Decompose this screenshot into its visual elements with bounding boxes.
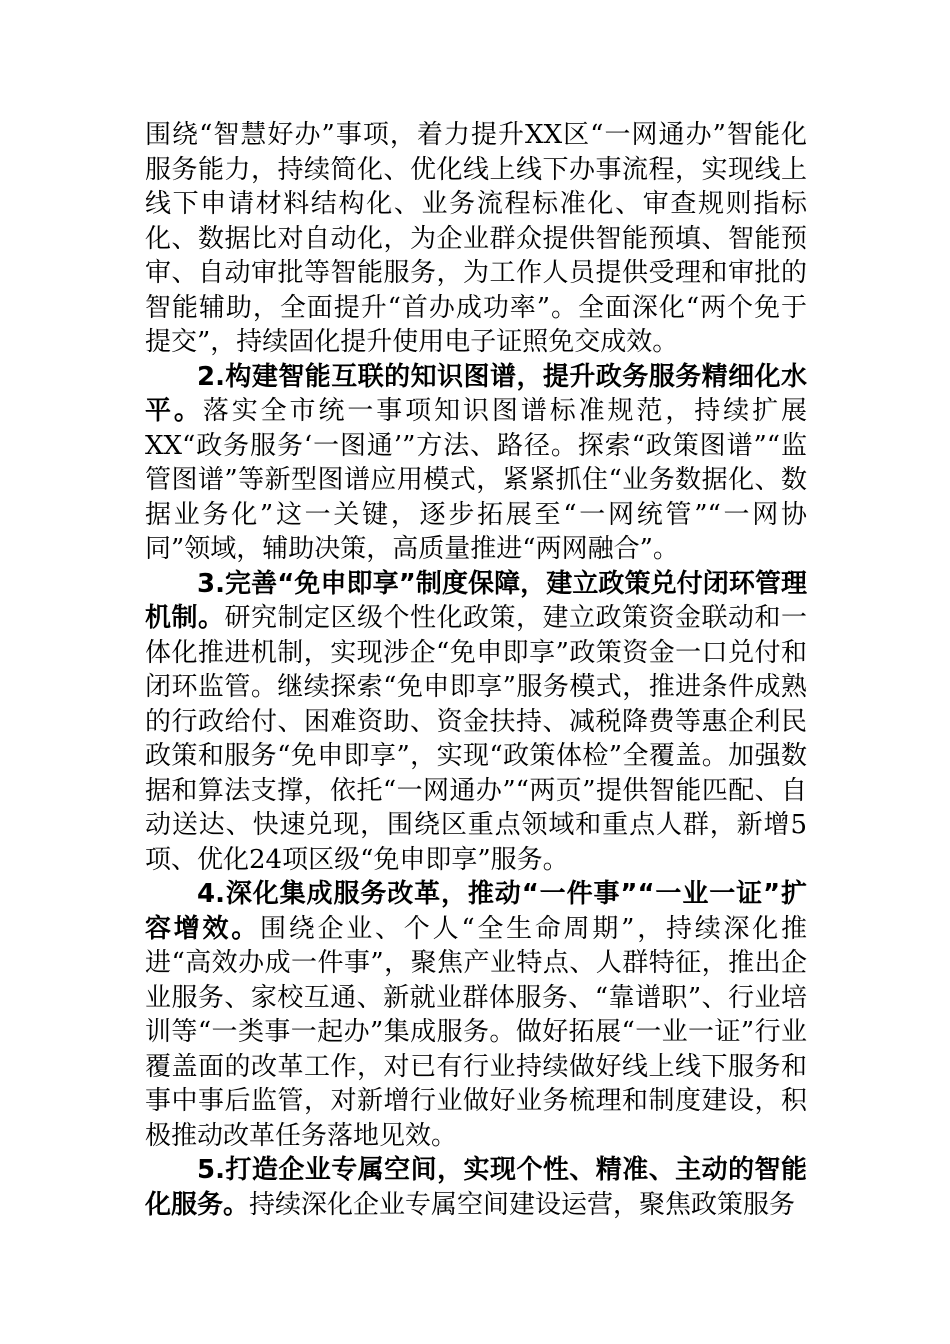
paragraph-5-body: 持续深化企业专属空间建设运营，聚焦政策服务 bbox=[249, 1189, 796, 1220]
paragraph-4-body: 围绕企业、个人“全生命周期”，持续深化推进“高效办成一件事”，聚焦产业特点、人群特征，推出企业服务、家校互通、新就业群体服务、“靠谱职”、行业培训等“一类事一起办”集成服务。做好拓展“一业一证”行业覆盖面的改革工作，对已有行业持续做好线上线下服务和事中事后监管，对新增行业做好业务梳理和制度建设，积极推动改革任务落地见效。 bbox=[145, 913, 807, 1151]
paragraph-2 bbox=[145, 360, 807, 567]
paragraph-5 bbox=[145, 1153, 807, 1222]
paragraph-1-body: 围绕“智慧好办”事项，着力提升XX区“一网通办”智能化服务能力，持续简化、优化线上线下办事流程，实现线上线下申请材料结构化、业务流程标准化、审查规则指标化、数据比对自动化，为企业群众提供智能预填、智能预审、自动审批等智能服务，为工作人员提供受理和审批的智能辅助，全面提升“首办成功率”。全面深化“两个免于提交”，持续固化提升使用电子证照免交成效。 bbox=[145, 120, 807, 357]
paragraph-3-heading: 3.完善“免申即享”制度保障，建立政策兑付闭环管理机制。 bbox=[145, 568, 807, 633]
paragraph-4 bbox=[145, 877, 807, 1153]
document-page bbox=[145, 118, 807, 1222]
paragraph-5-heading: 5.打造企业专属空间，实现个性、精准、主动的智能化服务。 bbox=[145, 1155, 807, 1220]
paragraph-3 bbox=[145, 567, 807, 878]
paragraph-1 bbox=[145, 118, 807, 360]
paragraph-4-heading: 4.深化集成服务改革，推动“一件事”“一业一证”扩容增效。 bbox=[145, 879, 807, 944]
paragraph-2-heading: 2.构建智能互联的知识图谱，提升政务服务精细化水平。 bbox=[145, 361, 807, 426]
paragraph-2-body: 落实全市统一事项知识图谱标准规范，持续扩展XX“政务服务‘一图通’”方法、路径。探索“政策图谱”“监管图谱”等新型图谱应用模式，紧紧抓住“业务数据化、数据业务化”这一关键，逐步拓展至“一网统管”“一网协同”领域，辅助决策，高质量推进“两网融合”。 bbox=[145, 396, 807, 564]
paragraph-3-body: 研究制定区级个性化政策，建立政策资金联动和一体化推进机制，实现涉企“免申即享”政策资金一口兑付和闭环监管。继续探索“免申即享”服务模式，推进条件成熟的行政给付、困难资助、资金扶持、减税降费等惠企利民政策和服务“免申即享”，实现“政策体检”全覆盖。加强数据和算法支撑，依托“一网通办”“两页”提供智能匹配、自动送达、快速兑现，围绕区重点领域和重点人群，新增5项、优化24项区级“免申即享”服务。 bbox=[145, 603, 807, 875]
